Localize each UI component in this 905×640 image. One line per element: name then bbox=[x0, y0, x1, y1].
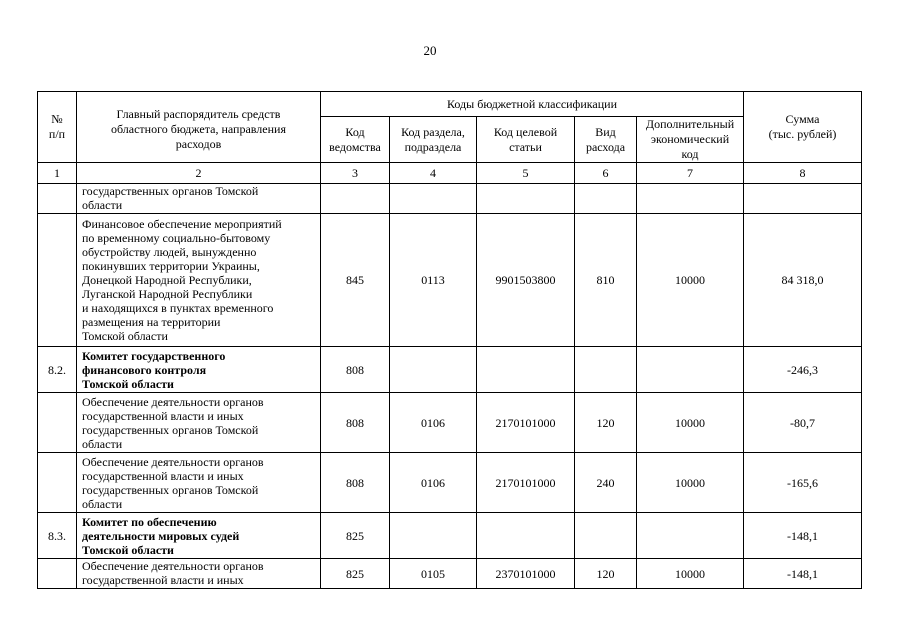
table-row bbox=[38, 184, 862, 214]
table-row bbox=[38, 513, 862, 559]
row-sum: -148,1 bbox=[744, 559, 862, 589]
row-section-code bbox=[390, 513, 477, 559]
row-target-code bbox=[477, 184, 575, 214]
table-row bbox=[38, 347, 862, 393]
row-section-code: 0106 bbox=[390, 453, 477, 513]
row-expense-type: 120 bbox=[575, 393, 637, 453]
header-target-code: Код целевой статьи bbox=[477, 117, 575, 163]
row-expense-type bbox=[575, 513, 637, 559]
row-section-code: 0105 bbox=[390, 559, 477, 589]
row-expense-type: 240 bbox=[575, 453, 637, 513]
row-description: Комитет по обеспечению деятельности мировых судей Томской области bbox=[77, 513, 321, 559]
header-expense-type: Вид расхода bbox=[575, 117, 637, 163]
row-description: Обеспечение деятельности органов государственной власти и иных государственных органов Томской области bbox=[77, 453, 321, 513]
row-target-code: 9901503800 bbox=[477, 214, 575, 347]
table-row bbox=[38, 453, 862, 513]
header-section-code: Код раздела, подраздела bbox=[390, 117, 477, 163]
row-description: Обеспечение деятельности органов государственной власти и иных bbox=[77, 559, 321, 589]
row-dept-code: 808 bbox=[321, 393, 390, 453]
page-number: 20 bbox=[423, 43, 437, 58]
row-target-code bbox=[477, 513, 575, 559]
row-dept-code: 825 bbox=[321, 559, 390, 589]
header-main-distributor: Главный распорядитель средств областного бюджета, направления расходов bbox=[77, 92, 321, 163]
row-sum: -246,3 bbox=[744, 347, 862, 393]
row-sum bbox=[744, 184, 862, 214]
row-description: Финансовое обеспечение мероприятий по временному социально-бытовому обустройству людей, вынужденно покинувших территории Украины, Донецкой Народной Республики, Луганской Народной Республики и находящихся в пунктах временного размещения на территории Томской области bbox=[77, 214, 321, 347]
row-expense-type bbox=[575, 184, 637, 214]
row-section-code bbox=[390, 184, 477, 214]
column-number: 1 bbox=[38, 163, 77, 184]
row-num bbox=[38, 559, 77, 589]
row-sum: -165,6 bbox=[744, 453, 862, 513]
column-number: 3 bbox=[321, 163, 390, 184]
row-expense-type: 120 bbox=[575, 559, 637, 589]
column-number: 8 bbox=[744, 163, 862, 184]
row-sum: -148,1 bbox=[744, 513, 862, 559]
column-number-row bbox=[38, 163, 862, 184]
row-num: 8.2. bbox=[38, 347, 77, 393]
budget-table bbox=[37, 91, 862, 589]
row-econ-code: 10000 bbox=[637, 453, 744, 513]
column-number: 5 bbox=[477, 163, 575, 184]
row-econ-code: 10000 bbox=[637, 393, 744, 453]
row-num: 8.3. bbox=[38, 513, 77, 559]
row-target-code: 2170101000 bbox=[477, 453, 575, 513]
row-num bbox=[38, 453, 77, 513]
table-row bbox=[38, 393, 862, 453]
row-target-code: 2170101000 bbox=[477, 393, 575, 453]
column-number: 7 bbox=[637, 163, 744, 184]
row-dept-code: 808 bbox=[321, 347, 390, 393]
row-econ-code bbox=[637, 347, 744, 393]
row-section-code: 0113 bbox=[390, 214, 477, 347]
row-num bbox=[38, 214, 77, 347]
header-dept-code: Код ведомства bbox=[321, 117, 390, 163]
column-number: 2 bbox=[77, 163, 321, 184]
row-dept-code: 808 bbox=[321, 453, 390, 513]
row-num bbox=[38, 393, 77, 453]
table-row bbox=[38, 559, 862, 589]
row-econ-code bbox=[637, 184, 744, 214]
row-description: государственных органов Томской области bbox=[77, 184, 321, 214]
row-dept-code: 845 bbox=[321, 214, 390, 347]
row-expense-type: 810 bbox=[575, 214, 637, 347]
header-num: № п/п bbox=[38, 92, 77, 163]
row-dept-code: 825 bbox=[321, 513, 390, 559]
row-section-code: 0106 bbox=[390, 393, 477, 453]
column-number: 6 bbox=[575, 163, 637, 184]
table-row bbox=[38, 214, 862, 347]
column-number: 4 bbox=[390, 163, 477, 184]
row-section-code bbox=[390, 347, 477, 393]
row-target-code: 2370101000 bbox=[477, 559, 575, 589]
row-expense-type bbox=[575, 347, 637, 393]
row-num bbox=[38, 184, 77, 214]
row-dept-code bbox=[321, 184, 390, 214]
row-econ-code: 10000 bbox=[637, 559, 744, 589]
row-sum: 84 318,0 bbox=[744, 214, 862, 347]
row-target-code bbox=[477, 347, 575, 393]
row-econ-code bbox=[637, 513, 744, 559]
row-description: Комитет государственного финансового контроля Томской области bbox=[77, 347, 321, 393]
row-description: Обеспечение деятельности органов государственной власти и иных государственных органов Томской области bbox=[77, 393, 321, 453]
header-econ-code: Дополнительный экономический код bbox=[637, 117, 744, 163]
row-sum: -80,7 bbox=[744, 393, 862, 453]
row-econ-code: 10000 bbox=[637, 214, 744, 347]
header-sum: Сумма (тыс. рублей) bbox=[744, 92, 862, 163]
header-codes-group: Коды бюджетной классификации bbox=[321, 92, 744, 117]
